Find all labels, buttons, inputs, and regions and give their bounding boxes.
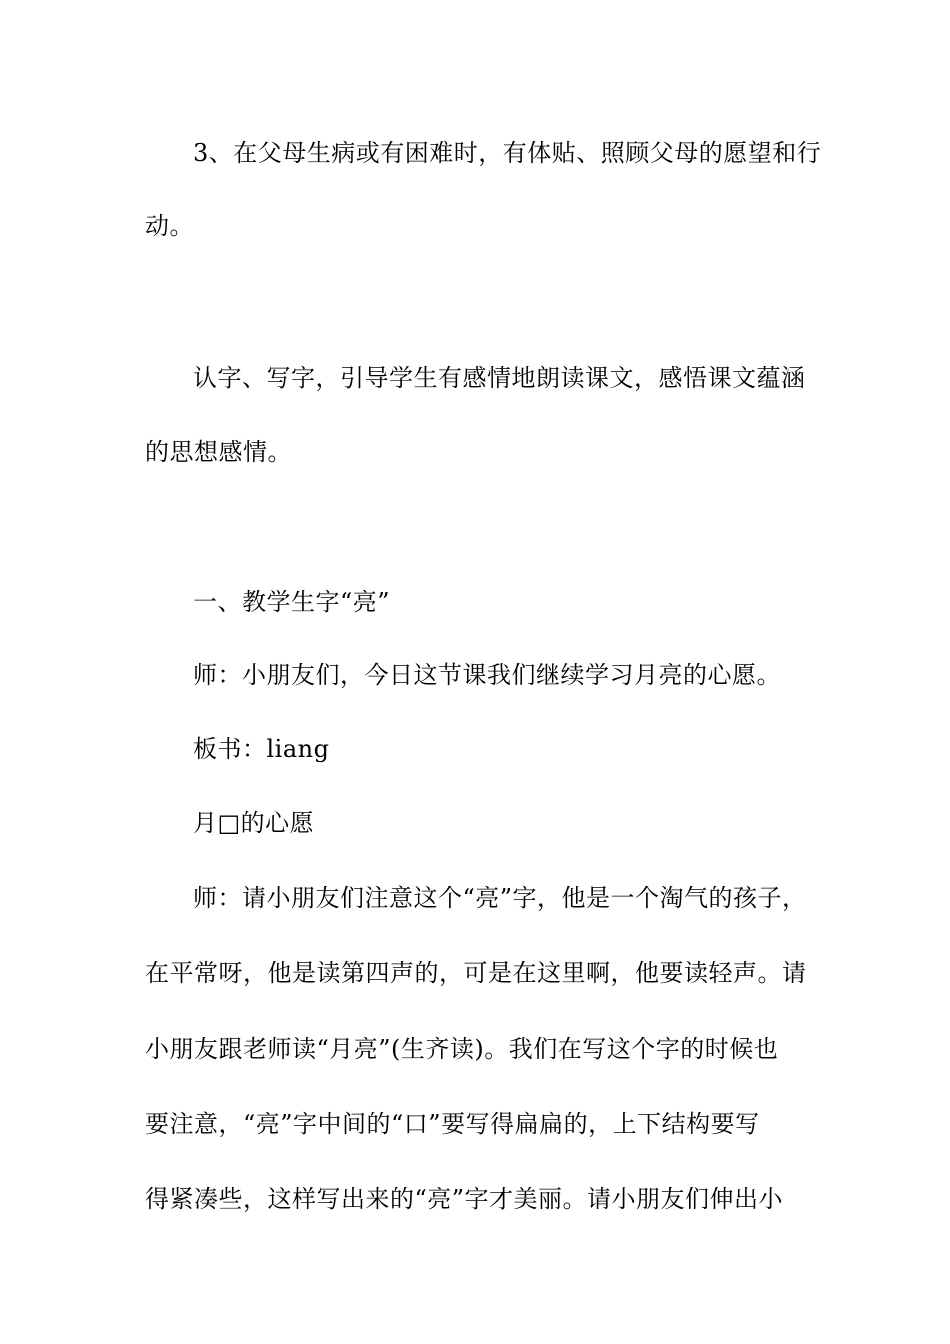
- teacher-paragraph-line-3: 小朋友跟老师读“月亮”(生齐读)。我们在写这个字的时候也: [145, 1035, 779, 1063]
- objective-3-line-2: 动。: [145, 212, 194, 240]
- blackboard-line: 板书：liang: [193, 735, 330, 763]
- section-heading: 一、教学生字“亮”: [193, 588, 391, 616]
- focus-paragraph-line-2: 的思想感情。: [145, 438, 292, 466]
- focus-paragraph-line-1: 认字、写字，引导学生有感情地朗读课文，感悟课文蕴涵: [193, 364, 806, 392]
- teacher-paragraph-line-2: 在平常呀，他是读第四声的，可是在这里啊，他要读轻声。请: [145, 959, 807, 987]
- teacher-paragraph-line-1: 师：请小朋友们注意这个“亮”字，他是一个淘气的孩子，: [193, 884, 807, 912]
- objective-3-line-1: 3、在父母生病或有困难时，有体贴、照顾父母的愿望和行: [193, 139, 822, 167]
- teacher-paragraph-line-5: 得紧凑些，这样写出来的“亮”字才美丽。请小朋友们伸出小: [145, 1185, 784, 1213]
- lesson-title-line: 月□的心愿: [193, 809, 315, 837]
- teacher-line: 师：小朋友们，今日这节课我们继续学习月亮的心愿。: [193, 661, 781, 689]
- teacher-paragraph-line-4: 要注意，“亮”字中间的“口”要写得扁扁的，上下结构要写: [145, 1110, 760, 1138]
